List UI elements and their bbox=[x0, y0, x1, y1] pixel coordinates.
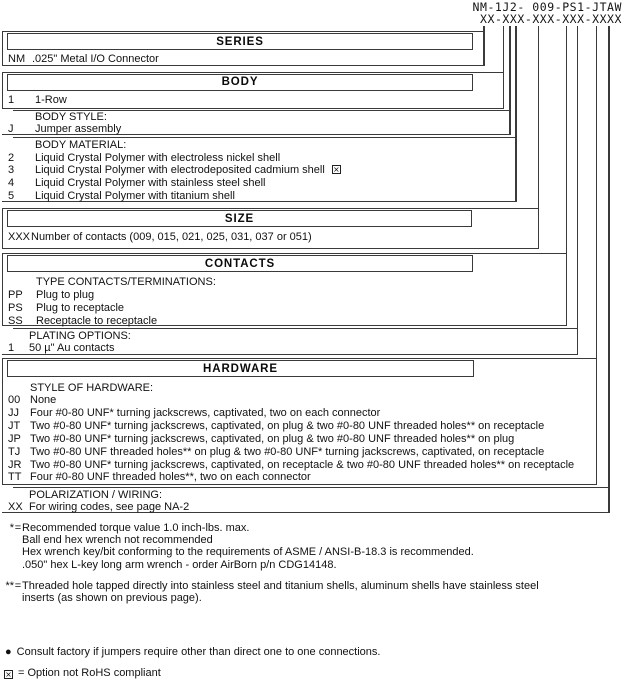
bullet-icon: ● bbox=[5, 645, 12, 658]
plating-block bbox=[8, 330, 131, 355]
row-desc: For wiring codes, see page NA-2 bbox=[29, 500, 190, 513]
footnote-line: .050" hex L-key long arm wrench - order AirBorn p/n CDG14148. bbox=[22, 558, 337, 571]
row-desc: Two #0-80 UNF* turning jackscrews, captivated, on plug & two #0-80 UNF threaded holes** on plug bbox=[30, 432, 515, 445]
row-code: XX bbox=[8, 500, 23, 513]
hardware-style-row bbox=[8, 420, 574, 433]
row-code: PP bbox=[8, 289, 23, 301]
size-header-box bbox=[7, 210, 472, 227]
row-desc: None bbox=[30, 394, 57, 407]
rohs-legend-text: = Option not RoHS compliant bbox=[18, 666, 161, 679]
consult-factory-text: Consult factory if jumpers require other than direct one to one connections. bbox=[16, 645, 381, 658]
body-material-block bbox=[8, 139, 341, 203]
wiring-top-line bbox=[13, 487, 610, 488]
contacts-type-label: TYPE CONTACTS/TERMINATIONS: bbox=[36, 276, 216, 288]
consult-factory-note bbox=[5, 646, 380, 658]
series-row bbox=[8, 53, 159, 66]
row-desc: Number of contacts (009, 015, 021, 025, 031, 037 or 051) bbox=[31, 231, 312, 243]
footnote-text: Threaded hole tapped directly into stainless steel and titanium shells, aluminum shells have stainless steel bbox=[22, 579, 539, 592]
torque-footnote bbox=[8, 522, 474, 572]
footnote-text: Recommended torque value 1.0 inch-lbs. max. bbox=[22, 521, 250, 534]
footnote-line bbox=[8, 522, 474, 534]
body-style-connector-line bbox=[509, 26, 511, 135]
not-rohs-icon: × bbox=[332, 165, 340, 175]
row-code: NM bbox=[8, 52, 26, 65]
body-material-top-line bbox=[13, 137, 517, 138]
contacts-header-box bbox=[7, 255, 473, 272]
size-row bbox=[8, 231, 312, 244]
row-desc: Liquid Crystal Polymer with electrodeposited cadmium shell bbox=[35, 164, 325, 177]
row-code: JP bbox=[8, 432, 21, 445]
row-desc: Receptacle to receptacle bbox=[36, 315, 158, 327]
row-desc: Plug to plug bbox=[36, 289, 95, 301]
row-desc: Liquid Crystal Polymer with stainless steel shell bbox=[35, 177, 266, 190]
row-desc: Four #0-80 UNF* turning jackscrews, captivated, two on each connector bbox=[30, 407, 381, 420]
row-desc: Four #0-80 UNF threaded holes**, two on each connector bbox=[30, 471, 311, 484]
row-desc: Plug to receptacle bbox=[36, 302, 125, 314]
body-material-row bbox=[8, 177, 341, 190]
contacts-type-row bbox=[8, 289, 216, 302]
hardware-style-row bbox=[8, 433, 574, 446]
series-title: SERIES bbox=[216, 35, 264, 48]
part-number-mask: XX-XXX-XXX-XXX-XXXX bbox=[480, 12, 622, 26]
contacts-type-row bbox=[8, 315, 216, 328]
row-desc: Liquid Crystal Polymer with titanium shell bbox=[35, 189, 235, 202]
star-marker: * bbox=[9, 521, 14, 534]
body-material-connector-line bbox=[515, 26, 517, 202]
row-code: 1 bbox=[8, 94, 15, 106]
wiring-row bbox=[8, 501, 189, 513]
body-style-label: BODY STYLE: bbox=[35, 111, 107, 123]
row-code: 00 bbox=[8, 394, 21, 407]
footnote-line: inserts (as shown on previous page). bbox=[22, 591, 202, 604]
row-desc: 50 µ" Au contacts bbox=[29, 341, 115, 354]
hardware-style-label: STYLE OF HARDWARE: bbox=[30, 381, 154, 394]
footnote-line bbox=[4, 580, 539, 592]
row-code: 4 bbox=[8, 177, 15, 190]
body-style-row bbox=[8, 123, 121, 135]
row-code: 1 bbox=[8, 341, 15, 354]
row-code: SS bbox=[8, 315, 23, 327]
row-desc: Liquid Crystal Polymer with electroless nickel shell bbox=[35, 151, 281, 164]
hardware-style-row bbox=[8, 459, 574, 472]
plating-connector-line bbox=[577, 26, 579, 355]
equals-sign: = bbox=[14, 521, 22, 534]
body-style-block bbox=[8, 111, 121, 136]
rohs-legend bbox=[4, 667, 161, 679]
plating-row bbox=[8, 342, 131, 354]
row-code: 3 bbox=[8, 164, 15, 177]
body-rows bbox=[8, 94, 67, 107]
hardware-style-row bbox=[8, 446, 574, 459]
part-number-example: NM-1J2- 009-PS1-JTAW bbox=[472, 0, 622, 14]
row-desc: .025" Metal I/O Connector bbox=[32, 52, 159, 65]
body-material-label: BODY MATERIAL: bbox=[35, 139, 127, 151]
row-code: JR bbox=[8, 458, 22, 471]
row-code: 2 bbox=[8, 151, 15, 164]
row-code: TT bbox=[8, 471, 22, 484]
hardware-title: HARDWARE bbox=[203, 362, 278, 375]
wiring-connector-line bbox=[608, 26, 610, 513]
footnote-line: Ball end hex wrench not recommended bbox=[22, 533, 213, 546]
row-code: J bbox=[8, 123, 14, 136]
row-desc: Jumper assembly bbox=[35, 123, 122, 136]
row-desc: Two #0-80 UNF threaded holes** on plug & two #0-80 UNF* turning jackscrews, captivated, on receptacle bbox=[30, 445, 545, 458]
threaded-hole-footnote bbox=[4, 580, 539, 605]
wiring-block bbox=[8, 489, 189, 514]
contacts-type-block bbox=[8, 276, 216, 328]
row-code: 5 bbox=[8, 189, 15, 202]
body-material-row bbox=[8, 152, 341, 165]
hardware-header-box bbox=[7, 360, 474, 377]
plating-label: PLATING OPTIONS: bbox=[29, 329, 131, 342]
body-material-row bbox=[8, 164, 341, 177]
wiring-label: POLARIZATION / WIRING: bbox=[29, 488, 163, 501]
footnote-line: Hex wrench key/bit conforming to the requirements of ASME / ANSI-B-18.3 is recommended. bbox=[22, 546, 474, 559]
row-desc: Two #0-80 UNF* turning jackscrews, captivated, on receptacle & two #0-80 UNF threaded holes** on receptacle bbox=[30, 458, 575, 471]
body-row bbox=[8, 94, 67, 107]
hardware-style-row bbox=[8, 471, 574, 484]
body-material-row bbox=[8, 190, 341, 203]
not-rohs-icon: × bbox=[5, 669, 12, 679]
double-star-marker: ** bbox=[5, 579, 14, 592]
row-desc: Two #0-80 UNF* turning jackscrews, captivated, on plug & two #0-80 UNF threaded holes** on receptacle bbox=[30, 420, 545, 433]
row-code: JJ bbox=[8, 407, 19, 420]
row-code: TJ bbox=[8, 445, 21, 458]
row-code: JT bbox=[8, 420, 21, 433]
hardware-style-block bbox=[8, 382, 574, 485]
body-header-box bbox=[7, 74, 473, 91]
equals-sign: = bbox=[14, 579, 22, 592]
series-rows bbox=[8, 53, 159, 66]
contacts-title: CONTACTS bbox=[204, 257, 276, 270]
row-code: PS bbox=[8, 302, 23, 314]
row-desc: 1-Row bbox=[35, 94, 67, 106]
hardware-style-row bbox=[8, 394, 574, 407]
hardware-style-row bbox=[8, 407, 574, 420]
body-title: BODY bbox=[221, 76, 259, 88]
plating-top-line bbox=[13, 328, 578, 329]
series-header-box bbox=[7, 33, 473, 50]
size-title: SIZE bbox=[224, 212, 255, 225]
contacts-type-row bbox=[8, 302, 216, 315]
row-code: XXX bbox=[8, 231, 31, 243]
size-rows bbox=[8, 231, 312, 244]
